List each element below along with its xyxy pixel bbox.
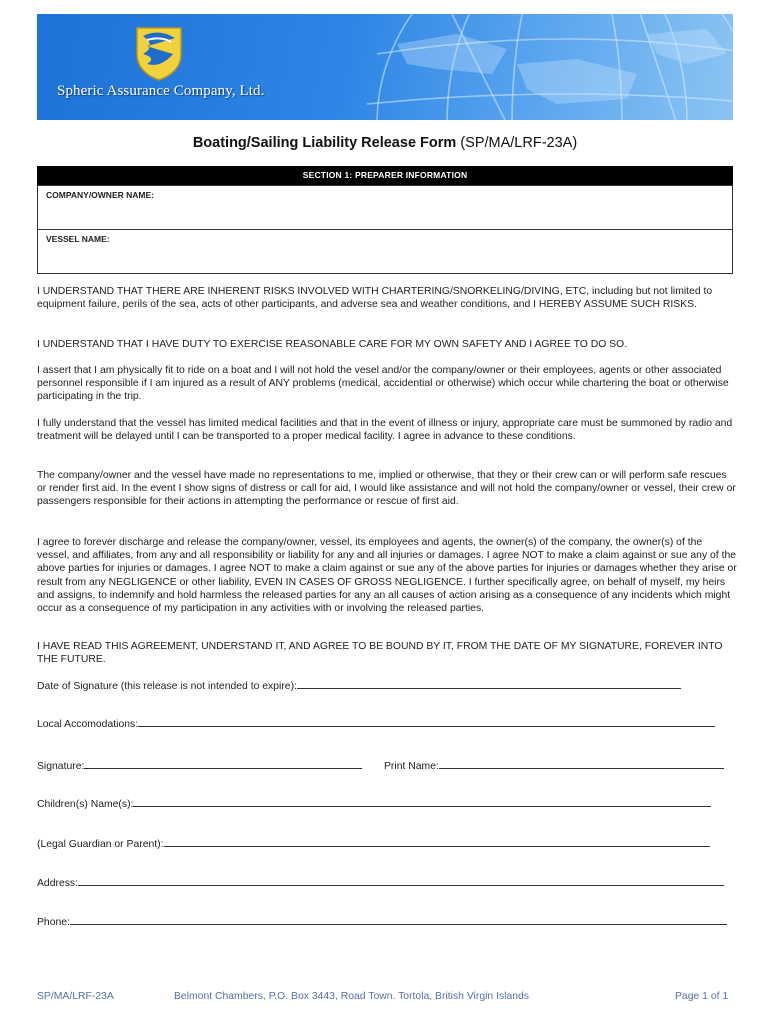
form-title-text: Boating/Sailing Liability Release Form [192,135,457,151]
signature-field[interactable] [37,759,362,772]
address-label: Address: [37,878,79,889]
phone-field[interactable] [37,915,727,928]
date-of-signature-field[interactable] [37,679,681,692]
local-accommodations-field[interactable] [37,717,715,730]
date-of-signature-label: Date of Signature (this release is not intended to expire): [37,681,297,692]
form-code: (SP/MA/LRF-23A) [460,135,578,151]
print-name-line[interactable] [439,759,724,769]
signature-line[interactable] [84,759,362,769]
risk-acknowledgement-paragraph: I UNDERSTAND THAT THERE ARE INHERENT RISKS INVOLVED WITH CHARTERING/SNORKELING/DIVING, ETC, including but not limited to equipment failure, perils of the sea, acts of other participants, and adverse sea and weather conditions, and I HEREBY ASSUME SUCH RISKS. [37,286,713,311]
print-name-field[interactable] [384,759,724,772]
footer-address: Belmont Chambers, P.O. Box 3443, Road Town. Tortola, British Virgin Islands [174,991,530,1002]
signature-label: Signature: [37,761,85,772]
legal-guardian-line[interactable] [164,837,710,847]
section-1-heading: SECTION 1: PREPARER INFORMATION [37,166,733,185]
children-names-label: Children(s) Name(s): [37,799,134,810]
print-name-label: Print Name: [384,761,439,772]
local-accommodations-label: Local Accomodations: [37,719,139,730]
children-names-field[interactable] [37,797,711,810]
duty-of-care-paragraph: I UNDERSTAND THAT I HAVE DUTY TO EXERCISE REASONABLE CARE FOR MY OWN SAFETY AND I AGREE TO DO SO. [37,339,628,350]
agreement-paragraph: I HAVE READ THIS AGREEMENT, UNDERSTAND IT, AND AGREE TO BE BOUND BY IT, FROM THE DATE OF MY SIGNATURE, FOREVER INTO THE FUTURE. [37,641,723,666]
date-of-signature-line[interactable] [297,679,681,689]
phone-line[interactable] [70,915,727,925]
medical-facilities-paragraph: I fully understand that the vessel has limited medical facilities and that in the event of illness or injury, appropriate care must be summoned by radio and treatment will be delayed until I can be transported to a proper medical facility. I agree in advance to these conditions. [37,418,733,443]
local-accommodations-line[interactable] [138,717,715,727]
company-owner-name-label: COMPANY/OWNER NAME: [46,190,154,200]
vessel-name-label: VESSEL NAME: [46,234,110,244]
company-owner-name-field[interactable] [37,185,733,230]
address-line[interactable] [78,876,724,886]
children-names-line[interactable] [133,797,711,807]
address-field[interactable] [37,876,724,889]
physical-fitness-paragraph: I assert that I am physically fit to ride on a boat and I will not hold the vesel and/or the company/owner or their employees, agents or other associated personnel responsible if I am injured as a result of ANY problems (medical, accidential or otherwise) which occur while chartering the boat or otherwise participating in the trip. [37,365,729,403]
vessel-name-field[interactable] [37,229,733,274]
phone-label: Phone: [37,917,70,928]
legal-guardian-label: (Legal Guardian or Parent): [37,839,164,850]
footer-page-number: Page 1 of 1 [675,991,729,1002]
header-banner [37,14,733,120]
company-name: Spheric Assurance Company, Ltd. [57,83,265,99]
no-representations-paragraph: The company/owner and the vessel have made no representations to me, implied or otherwise, that they or their crew can or will perform safe rescues or render first aid. In the event I show signs of distress or call for aid, I would like assistance and will not hold the company/owner or vessel, their crew or passengers responsible for their actions in attempting the performance or rescue of first aid. [37,470,736,508]
legal-guardian-field[interactable] [37,837,710,850]
company-logo-icon [133,24,185,82]
footer-form-code: SP/MA/LRF-23A [37,991,114,1002]
form-title [0,135,770,151]
release-discharge-paragraph: I agree to forever discharge and release the company/owner, vessel, its employees and agents, the owner(s) of the company, the owner(s) of the vessel, and affiliates, from any and all responsibility or liability for any and all injuries or damages. I agree NOT to make a claim against or sue any of the above parties for injuries or damages. I agree NOT to make a claim against or sue any of the above parties for injuries or damages whether they arise or result from any NEGLIGENCE or other liability, EVEN IN CASES OF GROSS NEGLIGENCE. I further specifically agree, on behalf of myself, my heirs and assigns, to indemnify and hold harmless the released parties for any an all causes of action arising as a consequence of any incidents which might occur as a consequence of my participation in any activities with or involving the released parties. [37,537,737,615]
